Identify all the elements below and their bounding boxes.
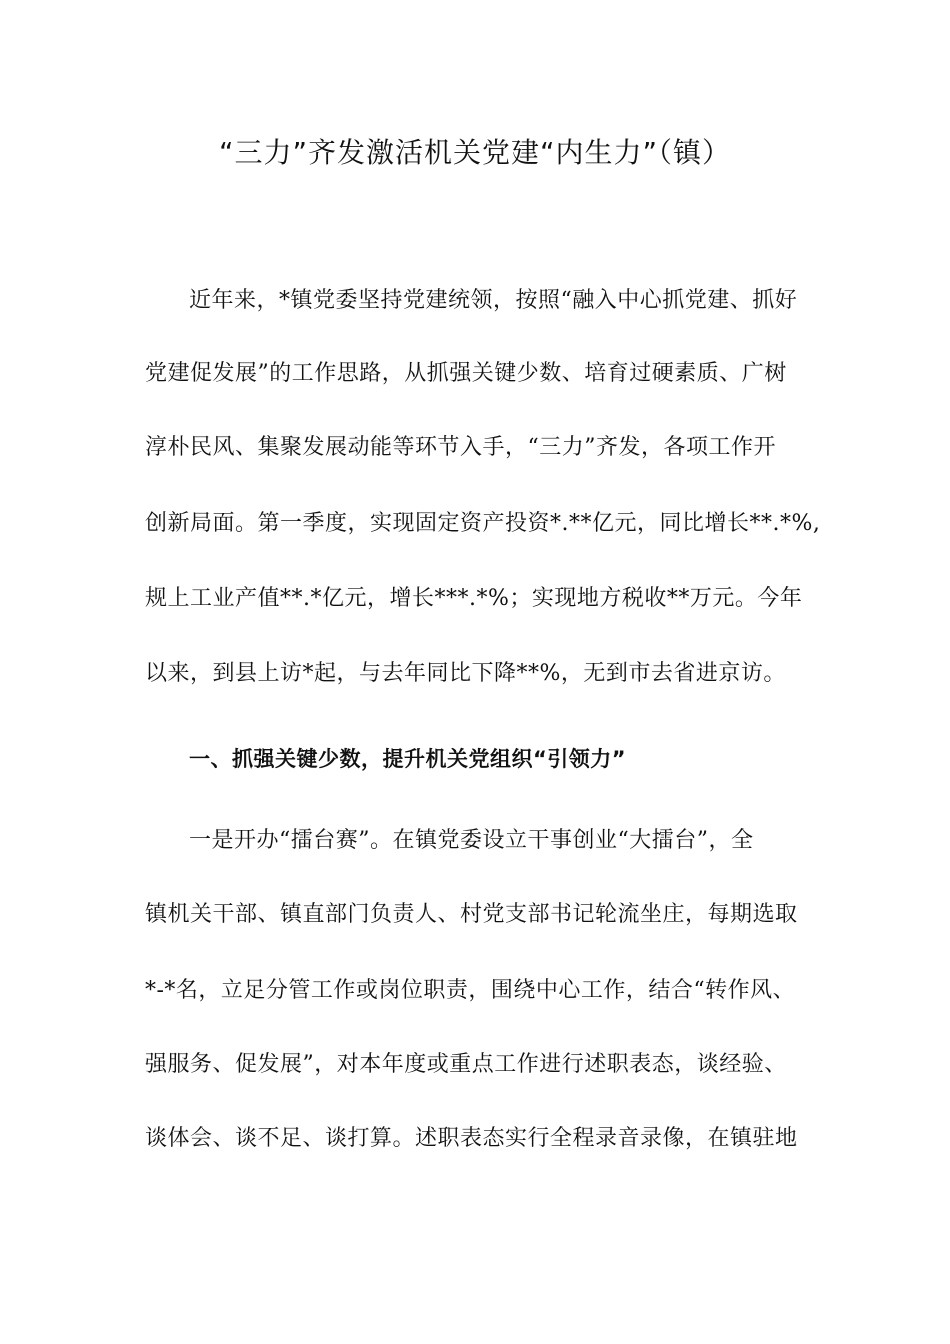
section1-line-2: 镇机关干部、镇直部门负责人、村党支部书记轮流坐庄，每期选取	[145, 902, 798, 927]
intro-line-6: 以来，到县上访*起，与去年同比下降**%，无到市去省进京访。	[145, 661, 786, 686]
section-heading-1: 一、抓强关键少数，提升机关党组织“引领力”	[189, 747, 627, 771]
intro-line-1: 近年来，*镇党委坚持党建统领，按照“融入中心抓党建、抓好	[189, 288, 798, 313]
intro-line-4: 创新局面。第一季度，实现固定资产投资*.**亿元，同比增长**.*%,	[145, 511, 821, 536]
intro-line-5: 规上工业产值**.*亿元，增长***.*%；实现地方税收**万元。今年	[145, 586, 803, 611]
document-title: “三力”齐发激活机关党建“内生力”（镇）	[218, 136, 732, 169]
section1-line-4: 强服务、促发展”，对本年度或重点工作进行述职表态，谈经验、	[145, 1052, 787, 1077]
section1-line-1: 一是开办“擂台赛”。在镇党委设立干事创业“大擂台”，全	[189, 828, 754, 853]
intro-line-2: 党建促发展”的工作思路，从抓强关键少数、培育过硬素质、广树	[145, 361, 787, 386]
section1-line-5: 谈体会、谈不足、谈打算。述职表态实行全程录音录像，在镇驻地	[145, 1126, 798, 1151]
section1-line-3: *-*名，立足分管工作或岗位职责，围绕中心工作，结合“转作风、	[145, 978, 796, 1003]
intro-line-3: 淳朴民风、集聚发展动能等环节入手，“三力”齐发，各项工作开	[145, 435, 776, 460]
